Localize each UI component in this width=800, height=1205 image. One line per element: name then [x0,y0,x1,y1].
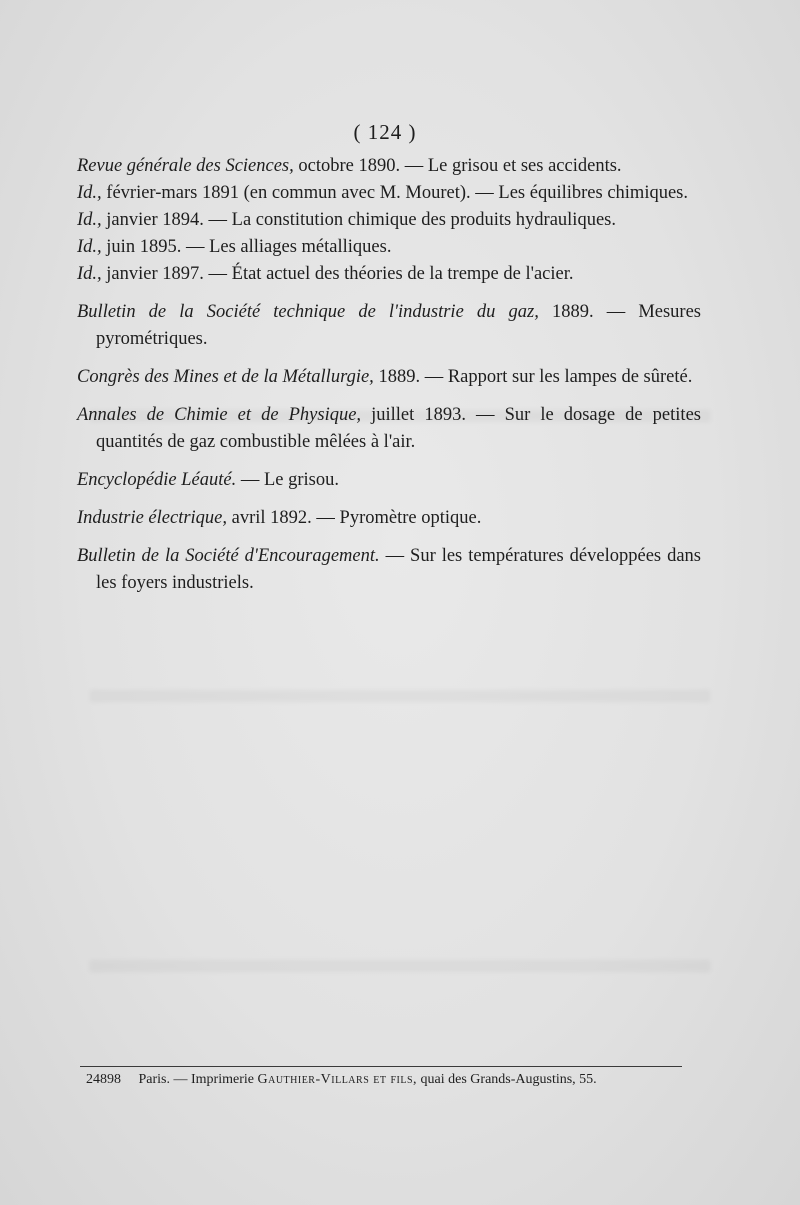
bibliography-entry [77,402,701,456]
entry-text: juin 1895. — Les alliages métalliques. [101,237,392,257]
entry-text: 1889. — Mesures pyrométriques. [96,302,701,349]
entry-source: Id., [77,264,102,284]
bibliography-entry [77,261,701,288]
entry-text: 1889. — Rapport sur les lampes de sûreté. [373,367,693,387]
entry-text: — Le grisou. [236,470,340,490]
footer-address: quai des Grands-Augustins, 55. [420,1072,597,1087]
print-job-number: 24898 [86,1072,121,1087]
entry-source: Encyclopédie Léauté. [77,470,237,490]
entry-text: février-mars 1891 (en commun avec M. Mouret). — Les équilibres chimiques. [101,183,688,203]
entry-source: Id., [77,183,102,203]
printer-footer [86,1072,686,1088]
entry-text: octobre 1890. — Le grisou et ses accidents. [293,156,622,176]
entry-text: janvier 1894. — La constitution chimique des produits hydrauliques. [101,210,616,230]
bibliography-entry [77,180,701,207]
entry-source: Revue générale des Sciences, [77,156,294,176]
entry-text: avril 1892. — Pyromètre optique. [227,508,482,528]
bibliography-list [77,153,701,597]
entry-source: Id., [77,237,102,257]
bibliography-entry [77,505,701,532]
entry-source: Congrès des Mines et de la Métallurgie, [77,367,374,387]
entry-source: Industrie électrique, [77,508,228,528]
bibliography-entry [77,153,701,180]
bibliography-entry [77,207,701,234]
bibliography-entry [77,543,701,597]
page-number: ( 124 ) [353,120,417,144]
entry-source: Bulletin de la Société d'Encouragement. [77,546,380,566]
entry-text: — Sur les températures développées dans les foyers industriels. [96,546,701,593]
entry-text: juillet 1893. — Sur le dosage de petites quantités de gaz combustible mêlées à l'air. [96,405,701,452]
footer-rule [80,1066,682,1067]
footer-city: Paris. — Imprimerie [138,1072,254,1087]
show-through-shadow [90,690,710,702]
bibliography-entry [77,364,701,391]
bibliography-entry [77,299,701,353]
entry-source: Bulletin de la Société technique de l'industrie du gaz, [77,302,539,322]
bibliography-entry [77,467,701,494]
footer-printer: Gauthier-Villars et fils, [257,1072,418,1087]
bibliography-entry [77,234,701,261]
show-through-shadow [90,960,710,972]
entry-text: janvier 1897. — État actuel des théories de la trempe de l'acier. [101,264,574,284]
entry-source: Annales de Chimie et de Physique, [77,405,362,425]
entry-source: Id., [77,210,102,230]
